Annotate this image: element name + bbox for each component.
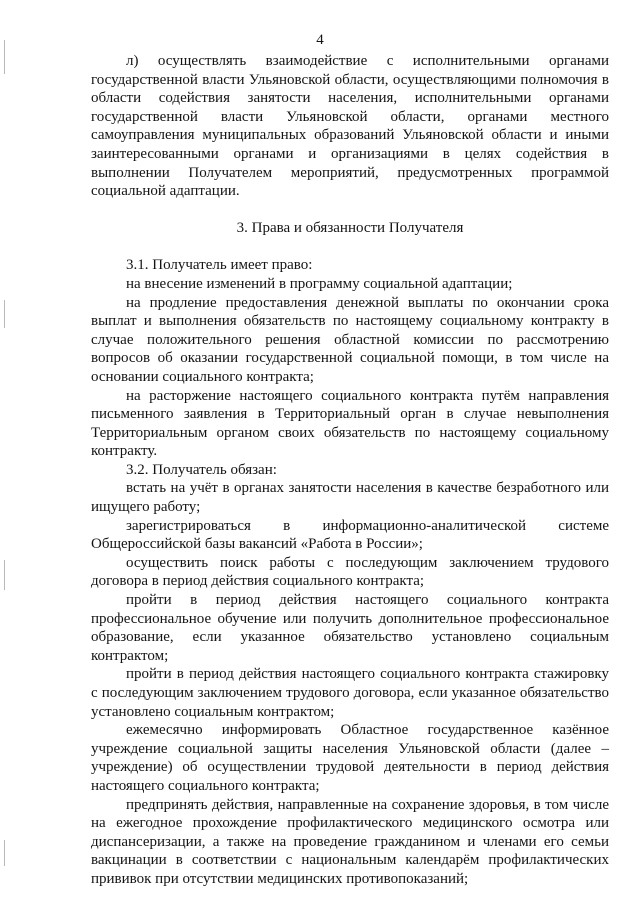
obligation-item: пройти в период действия настоящего социального контракта стажировку с последующим заключением трудового договора, если указанное обязательство установлено социальным контрактом; — [91, 666, 609, 720]
page-number: 4 — [316, 32, 324, 48]
scan-edge-mark — [4, 840, 5, 866]
right-item: на расторжение настоящего социального контракта путём направления письменного заявления в Территориальный орган в случае невыполнения Территориальным органом своих обязательств по настоящему социальному контракту. — [91, 387, 609, 460]
obligation-item: осуществить поиск работы с последующим заключением трудового договора в период действия социального контракта; — [91, 554, 609, 590]
right-item: на внесение изменений в программу социальной адаптации; — [126, 275, 513, 292]
scan-edge-mark — [4, 300, 5, 328]
section-3-1-heading: 3.1. Получатель имеет право: — [126, 257, 313, 274]
section-3-2-heading: 3.2. Получатель обязан: — [126, 461, 277, 478]
obligation-item: пройти в период действия настоящего социального контракта профессиональное обучение или получить дополнительное профессиональное образование, если указанное обязательство установлено социальным контрактом; — [91, 592, 609, 664]
obligation-item: ежемесячно информировать Областное государственное казённое учреждение социальной защиты населения Ульяновской области (далее – учреждение) об осуществлении трудовой деятельности в период действия настоящего социального контракта; — [91, 722, 609, 794]
scan-edge-mark — [4, 560, 5, 590]
obligation-item: предпринять действия, направленные на сохранение здоровья, в том числе на ежегодное прохождение профилактического медицинского осмотра или диспансеризации, а также на проведение гражданином и членами его семьи вакцинации в соответствии с национальным календарём профилактических прививок при отсутствии медицинских противопоказаний; — [91, 796, 609, 887]
document-body — [91, 52, 609, 889]
paragraph-item-l: л) осуществлять взаимодействие с исполнительными органами государственной власти Ульяновской области, осуществляющими полномочия в области содействия занятости населения, исполнительными органами государственной власти Ульяновской области, органами местного самоуправления муниципальных образований Ульяновской области и иными заинтересованными органами и организациями в целях содействия в выполнении Получателем мероприятий, предусмотренных программой социальной адаптации. — [91, 53, 609, 200]
obligation-item: встать на учёт в органах занятости населения в качестве безработного или ищущего работу; — [91, 480, 609, 516]
section-title: 3. Права и обязанности Получателя — [236, 219, 464, 236]
obligation-item: зарегистрироваться в информационно-аналитической системе Общероссийской базы вакансий «Работа в России»; — [91, 517, 609, 553]
right-item: на продление предоставления денежной выплаты по окончании срока выплат и выполнения обязательств по настоящему социальному контракту в случае положительного решения областной комиссии по рассмотрению вопросов об оказании государственной социальной помощи, в том числе на основании социального контракта; — [91, 294, 609, 385]
